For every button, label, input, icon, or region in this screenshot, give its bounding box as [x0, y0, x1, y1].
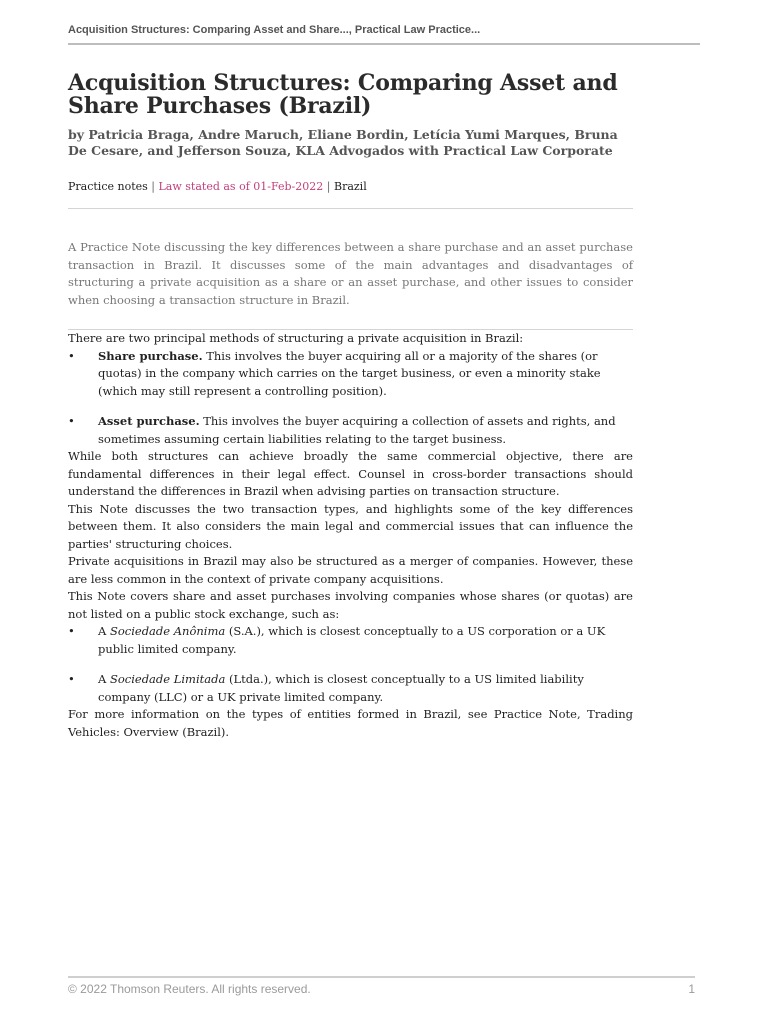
list-item — [68, 348, 633, 401]
entities-list — [68, 623, 633, 706]
meta-separator: | — [326, 180, 331, 193]
bullet-icon: • — [68, 348, 75, 363]
author-byline: by Patricia Braga, Andre Maruch, Eliane Bordin, Letícia Yumi Marques, Bruna De Cesare, and Jefferson Souza, KLA Advogados with Practical Law Corporate — [68, 127, 618, 158]
paragraph: This Note covers share and asset purchases involving companies whose shares (or quotas) are not listed on a public stock exchange, such as: — [68, 589, 633, 621]
bullet-icon: • — [68, 672, 75, 686]
list-item-prefix: A — [98, 672, 110, 686]
list-item — [68, 671, 633, 706]
list-item-term: Asset purchase. — [98, 414, 200, 428]
copyright-notice: © 2022 Thomson Reuters. All rights reserved. — [68, 982, 311, 996]
law-stated-date[interactable]: Law stated as of 01-Feb-2022 — [158, 180, 324, 193]
list-item-text: (Ltda.), which is closest conceptually to a US limited liability company (LLC) or a UK private limited company. — [98, 672, 584, 704]
methods-list — [68, 348, 633, 449]
running-head: Acquisition Structures: Comparing Asset and Share..., Practical Law Practice... — [68, 24, 700, 45]
abstract: A Practice Note discussing the key differences between a share purchase and an asset purchase transaction in Brazil. It discusses some of the main advantages and disadvantages of structuring a private acquisition as a share or an asset purchase, and other issues to consider when choosing a transaction structure in Brazil. — [68, 239, 633, 330]
entity-name: Sociedade Anônima — [109, 624, 226, 638]
page-number: 1 — [688, 982, 695, 996]
entity-name: Sociedade Limitada — [109, 672, 226, 686]
jurisdiction-link[interactable]: Brazil — [333, 180, 367, 193]
body-text — [68, 330, 633, 741]
paragraph: This Note discusses the two transaction types, and highlights some of the key differences between them. It also considers the main legal and commercial issues that can influence the parties' structuring choices. — [68, 501, 633, 551]
list-item-text: This involves the buyer acquiring a collection of assets and rights, and sometimes assuming certain liabilities relating to the target business. — [98, 414, 616, 446]
list-item-text: This involves the buyer acquiring all or a majority of the shares (or quotas) in the company which carries on the target business, or even a minority stake (which may still represent a controlling position). — [98, 348, 601, 398]
paragraph: While both structures can achieve broadly the same commercial objective, there are fundamental differences in their legal effect. Counsel in cross-border transactions should understand the differences in Brazil when advising parties on transaction structure. — [68, 449, 633, 498]
meta-separator: | — [151, 180, 155, 193]
intro-paragraph: There are two principal methods of structuring a private acquisition in Brazil: — [68, 331, 524, 345]
paragraph: For more information on the types of entities formed in Brazil, see Practice Note, Trading Vehicles: Overview (Brazil). — [68, 707, 633, 739]
list-item — [68, 623, 633, 658]
list-item-prefix: A — [98, 624, 110, 638]
list-item-text: (S.A.), which is closest conceptually to a US corporation or a UK public limited company. — [98, 624, 606, 656]
resource-type-link[interactable]: Practice notes — [68, 180, 148, 193]
list-item-term: Share purchase. — [98, 348, 203, 363]
document-meta — [68, 180, 633, 209]
bullet-icon: • — [68, 414, 75, 428]
list-item — [68, 413, 633, 448]
paragraph: Private acquisitions in Brazil may also be structured as a merger of companies. However, these are less common in the context of private company acquisitions. — [68, 554, 633, 586]
document-content — [68, 72, 633, 741]
page-footer — [68, 976, 695, 996]
bullet-icon: • — [68, 624, 75, 638]
document-title: Acquisition Structures: Comparing Asset and Share Purchases (Brazil) — [68, 70, 618, 119]
